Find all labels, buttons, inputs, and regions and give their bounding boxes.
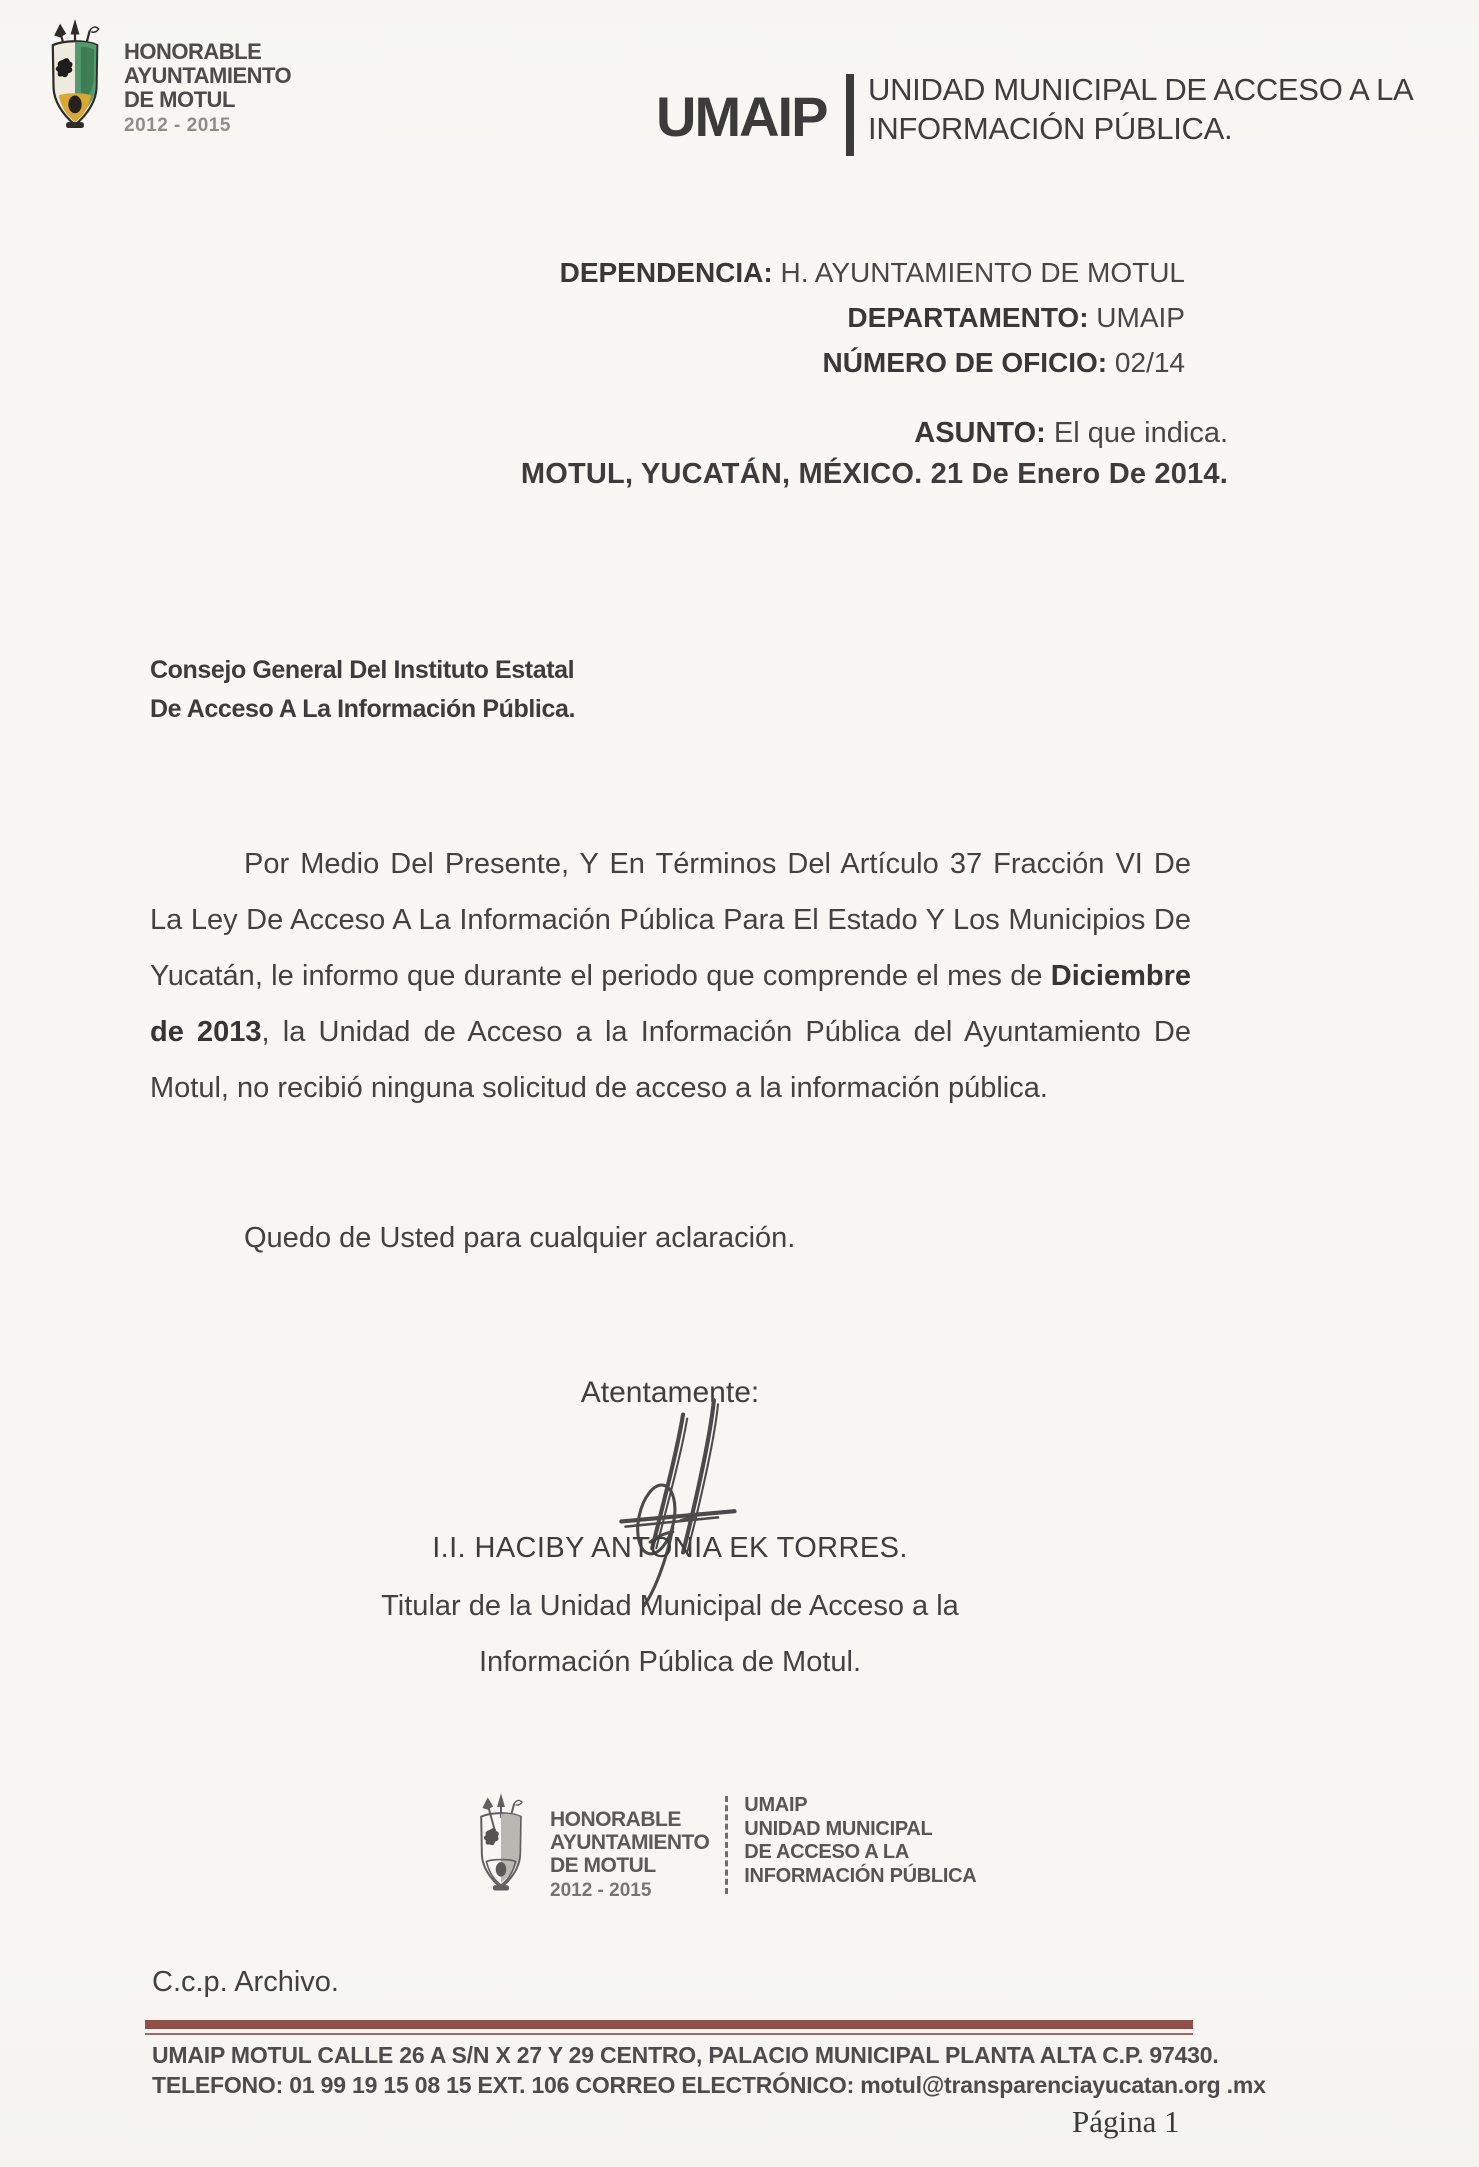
stamp-org-line: AYUNTAMIENTO [550,1831,710,1854]
stamp-divider [725,1796,728,1894]
recipient-block [150,651,575,729]
dependencia-value: H. AYUNTAMIENTO DE MOTUL [772,257,1185,288]
stamp-unit-line: DE ACCESO A LA [744,1841,909,1863]
body-paragraph [150,836,1191,1116]
org-line: DE MOTUL [124,87,235,112]
dependencia-line [500,250,1185,295]
stamp-org-name [550,1808,709,1902]
umaip-unit-name [868,70,1413,148]
umaip-acronym: UMAIP [656,85,827,148]
recipient-line: Consejo General Del Instituto Estatal [150,656,575,684]
handwritten-signature-icon [618,1396,744,1612]
unit-line: UNIDAD MUNICIPAL DE ACCESO A LA [868,72,1414,107]
org-line: AYUNTAMIENTO [124,63,292,88]
salutation: Atentamente: [580,1376,760,1409]
closing-line: Quedo de Usted para cualquier aclaración. [244,1222,796,1254]
footer-rule [145,2020,1193,2029]
stamp-org-years: 2012 - 2015 [550,1880,652,1901]
header-divider-bar [846,74,854,156]
letter-meta-block [500,250,1185,385]
signatory-title-line: Titular de la Unidad Municipal de Acceso a la [381,1590,959,1622]
departamento-label: DEPARTAMENTO: [847,302,1089,333]
unit-line: INFORMACIÓN PÚBLICA. [868,111,1233,146]
asunto-value: El que indica. [1045,417,1228,449]
oficio-value: 02/14 [1107,347,1185,378]
departamento-value: UMAIP [1088,302,1185,333]
stamp-unit-line: UNIDAD MUNICIPAL [744,1817,933,1840]
place-date-line: MOTUL, YUCATÁN, MÉXICO. 21 De Enero De 2014. [520,458,1228,490]
oficio-line [500,340,1185,385]
ccp-line: C.c.p. Archivo. [152,1966,339,1998]
org-years: 2012 - 2015 [124,115,231,136]
motul-coat-of-arms-icon [38,14,112,140]
motul-coat-of-arms-stamp-icon [468,1788,534,1902]
page-number: Página 1 [1072,2104,1180,2139]
footer-contact: TELEFONO: 01 99 19 15 08 15 EXT. 106 CORREO ELECTRÓNICO: motul@transparenciayucatan.org .mx [152,2072,1266,2098]
dependencia-label: DEPENDENCIA: [559,257,773,288]
stamp-org-line: DE MOTUL [550,1854,656,1877]
office-stamp [468,1788,976,1902]
stamp-unit-name [744,1794,976,1888]
body-text: Por Medio Del Presente, Y En Términos Del Artículo 37 Fracción VI De La Ley De Acceso A La Información Pública Para El Estado Y Los Municipios De Yucatán, le informo que durante el periodo que comprende el mes de [150,848,1191,992]
asunto-label: ASUNTO: [914,417,1046,449]
departamento-line [500,295,1185,340]
oficio-label: NÚMERO DE OFICIO: [822,347,1108,378]
stamp-unit-line: UMAIP [744,1794,808,1816]
recipient-line: De Acceso A La Información Pública. [150,695,576,723]
stamp-org-line: HONORABLE [550,1808,681,1831]
signatory-name: I.I. HACIBY ANTONIA EK TORRES. [432,1532,908,1564]
footer-address: UMAIP MOTUL CALLE 26 A S/N X 27 Y 29 CENTRO, PALACIO MUNICIPAL PLANTA ALTA C.P. 97430. [152,2042,1219,2068]
body-text: , la Unidad de Acceso a la Información Pública del Ayuntamiento De Motul, no recibió ninguna solicitud de acceso a la información pública. [150,1016,1191,1104]
org-line: HONORABLE [124,39,262,64]
letterhead-org-name [124,40,291,137]
asunto-line [500,417,1228,450]
footer-rule-thin [145,2033,1193,2035]
body-text-bold-period: Diciembre de 2013 [150,960,1191,1048]
stamp-unit-line: INFORMACIÓN PÚBLICA [744,1864,977,1887]
signatory-title-line: Información Pública de Motul. [478,1646,862,1678]
